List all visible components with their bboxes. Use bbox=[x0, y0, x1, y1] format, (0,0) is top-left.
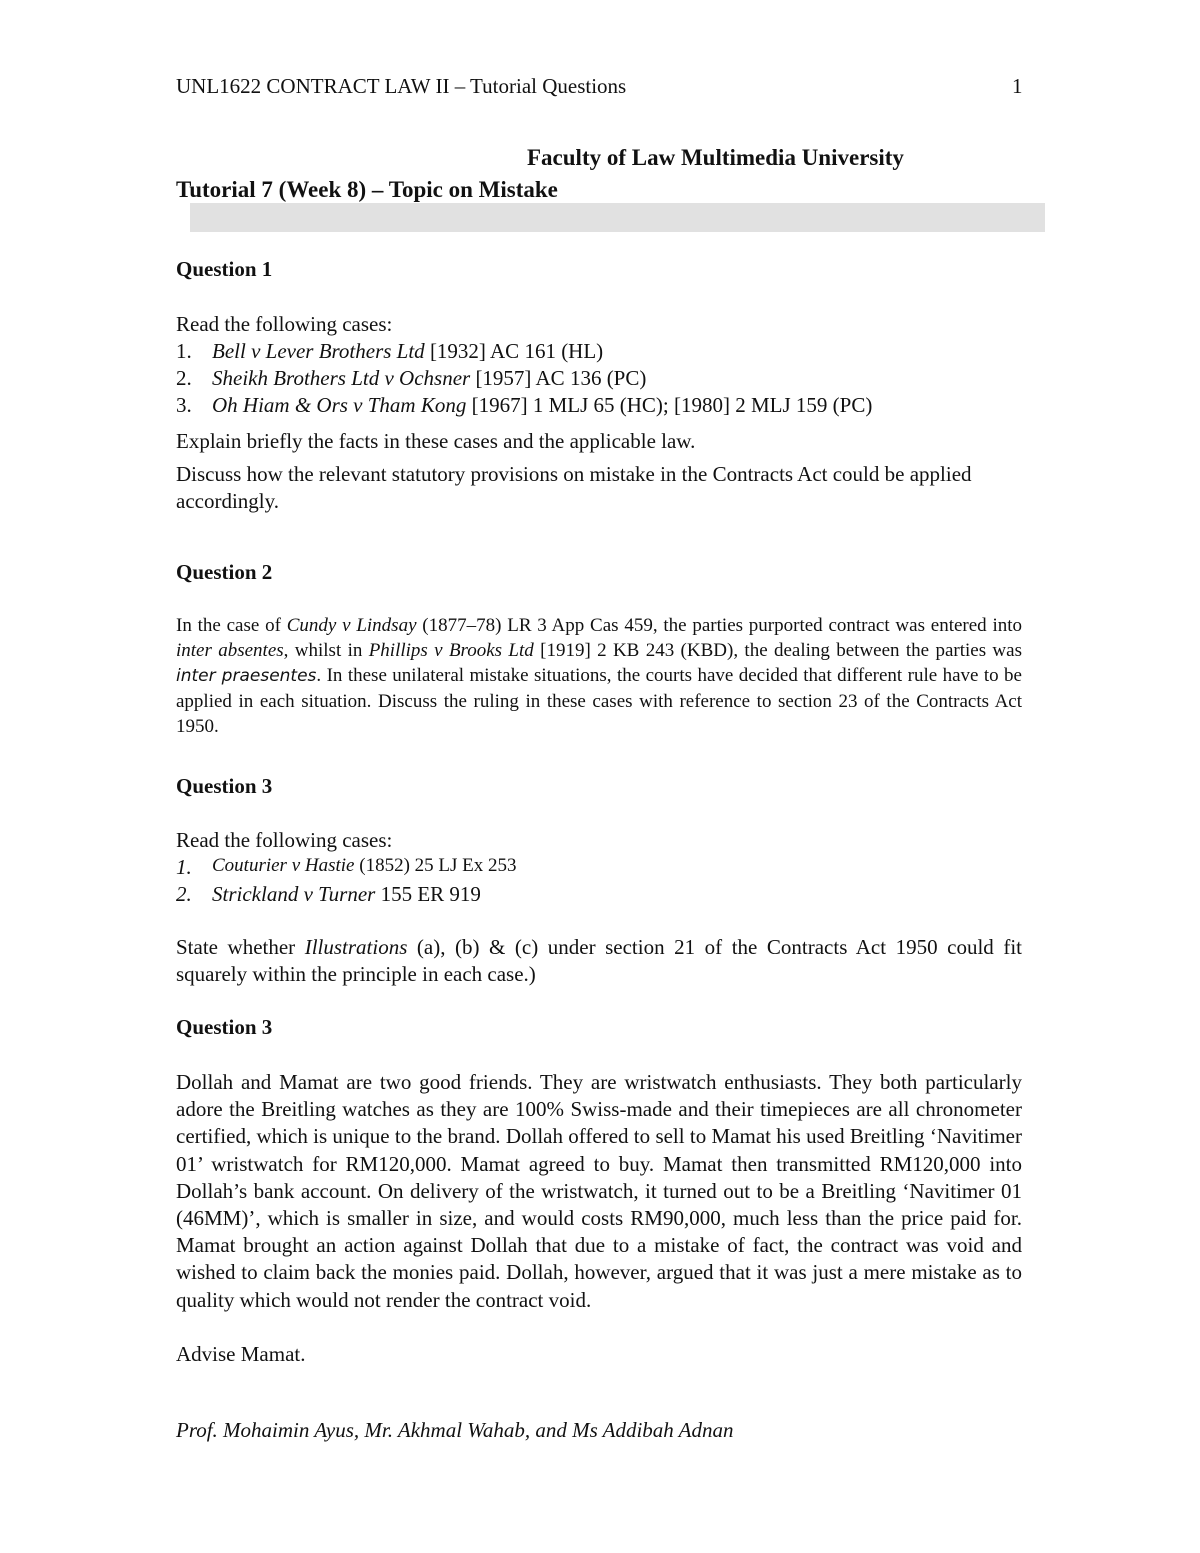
q2-case-phillips: Phillips v Brooks Ltd bbox=[368, 640, 534, 661]
q2-term-inter-praesentes: inter praesentes bbox=[176, 666, 317, 686]
q1-discuss: Discuss how the relevant statutory provisions on mistake in the Contracts Act could be applied accordingly. bbox=[176, 462, 972, 513]
faculty-title: Faculty of Law Multimedia University bbox=[527, 145, 904, 170]
shaded-divider bbox=[190, 203, 1045, 232]
q2-text-c: , whilst in bbox=[283, 640, 369, 661]
q2-case-cundy: Cundy v Lindsay bbox=[286, 615, 417, 636]
q3a-heading: Question 3 bbox=[176, 774, 273, 798]
case-name: Strickland v Turner bbox=[212, 882, 376, 906]
q2-text-d: [1919] 2 KB 243 (KBD), the dealing between the parties was bbox=[533, 640, 1022, 661]
q1-heading: Question 1 bbox=[176, 257, 273, 281]
page-number: 1 bbox=[1012, 74, 1023, 98]
q3a-case-1-number: 1. bbox=[176, 855, 192, 879]
running-header: UNL1622 CONTRACT LAW II – Tutorial Questions bbox=[176, 74, 627, 98]
footer-authors: Prof. Mohaimin Ayus, Mr. Akhmal Wahab, and Ms Addibah Adnan bbox=[176, 1418, 734, 1442]
case-name: Oh Hiam & Ors v Tham Kong bbox=[212, 393, 467, 417]
q1-case-1-number: 1. bbox=[176, 339, 192, 363]
q3a-intro: Read the following cases: bbox=[176, 828, 393, 852]
q2-term-inter-absentes: inter absentes bbox=[176, 640, 284, 661]
q2-paragraph bbox=[176, 613, 1022, 739]
q1-explain: Explain briefly the facts in these cases and the applicable law. bbox=[176, 429, 696, 453]
q3a-statement bbox=[176, 934, 1022, 988]
q3a-text-b: (a), (b) & (c) under section 21 of the Contracts Act 1950 could fit squarely within the principle in each case.) bbox=[176, 935, 1023, 986]
case-citation: [1932] AC 161 (HL) bbox=[424, 339, 604, 363]
q2-heading: Question 2 bbox=[176, 560, 273, 584]
case-name: Couturier v Hastie bbox=[212, 855, 355, 876]
q3b-paragraph: Dollah and Mamat are two good friends. They are wristwatch enthusiasts. They both particularly adore the Breitling watches as they are 100% Swiss-made and their timepieces are all chronometer certified, which is unique to the brand. Dollah offered to sell to Mamat his used Breitling ‘Navitimer 01’ wristwatch for RM120,000. Mamat agreed to buy. Mamat then transmitted RM120,000 into Dollah’s bank account. On delivery of the wristwatch, it turned out to be a Breitling ‘Navitimer 01 (46MM)’, which is smaller in size, and would costs RM90,000, much less than the price paid for. Mamat brought an action against Dollah that due to a mistake of fact, the contract was void and wished to claim back the monies paid. Dollah, however, argued that it was just a mere mistake as to quality which would not render the contract void. bbox=[176, 1070, 1022, 1312]
case-name: Sheikh Brothers Ltd v Ochsner bbox=[212, 366, 471, 390]
q2-text-e: . In these unilateral mistake situations, the courts have decided that different rule have to be applied in each situation. Discuss the ruling in these cases with reference to section 23 of the Contracts Act 1950. bbox=[176, 665, 1022, 737]
q1-case-3 bbox=[212, 393, 872, 418]
q3a-illustrations: Illustrations bbox=[304, 935, 408, 959]
tutorial-title: Tutorial 7 (Week 8) – Topic on Mistake bbox=[176, 177, 558, 202]
q3b-advise: Advise Mamat. bbox=[176, 1342, 306, 1366]
q3a-case-1 bbox=[212, 855, 517, 877]
q1-case-1 bbox=[212, 339, 603, 364]
case-citation: [1967] 1 MLJ 65 (HC); [1980] 2 MLJ 159 (PC) bbox=[466, 393, 873, 417]
q1-case-2-number: 2. bbox=[176, 366, 192, 390]
case-name: Bell v Lever Brothers Ltd bbox=[212, 339, 425, 363]
case-citation: [1957] AC 136 (PC) bbox=[470, 366, 647, 390]
q1-case-2 bbox=[212, 366, 646, 391]
case-citation: (1852) 25 LJ Ex 253 bbox=[354, 855, 517, 876]
q3b-heading: Question 3 bbox=[176, 1015, 273, 1039]
q3a-case-2-number: 2. bbox=[176, 882, 192, 906]
q2-text-a: In the case of bbox=[176, 615, 287, 636]
case-citation: 155 ER 919 bbox=[375, 882, 481, 906]
q1-intro: Read the following cases: bbox=[176, 312, 393, 336]
q3a-case-2 bbox=[212, 882, 481, 907]
q1-case-3-number: 3. bbox=[176, 393, 192, 417]
q2-text-b: (1877–78) LR 3 App Cas 459, the parties purported contract was entered into bbox=[416, 615, 1023, 636]
q3a-text-a: State whether bbox=[176, 935, 305, 959]
